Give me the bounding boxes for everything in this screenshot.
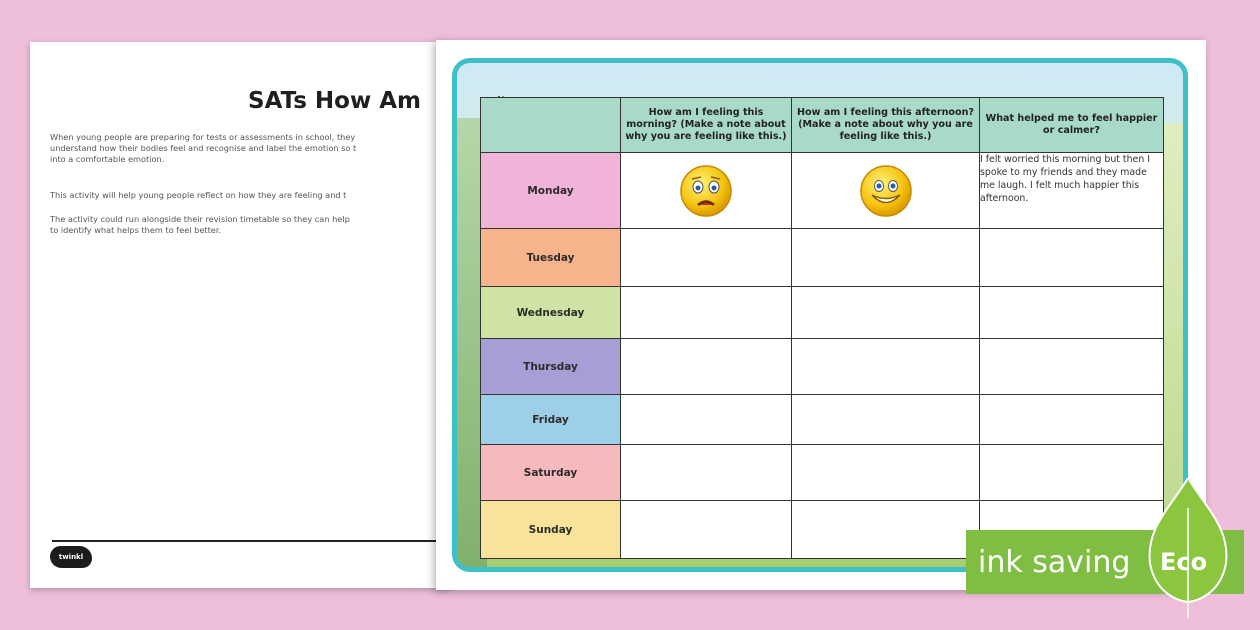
morning-cell[interactable] [621,229,792,287]
afternoon-cell[interactable] [792,229,980,287]
ink-saving-label: ink saving [978,544,1131,580]
activity-paragraph: This activity will help young people reflect on how they are feeling and t [50,190,347,200]
afternoon-cell[interactable] [792,445,980,501]
day-label-sunday: Sunday [481,501,621,559]
revision-paragraph: The activity could run alongside their revision timetable so they can help to identify what helps them to feel better. [50,214,350,235]
table-row [481,445,1164,501]
intro-paragraph: When young people are preparing for tests or assessments in school, they understand how their bodies feel and recognise and label the emotion so t into a comfortable emotion. [50,132,357,164]
morning-header: How am I feeling this morning? (Make a note about why you are feeling like this.) [621,98,792,153]
afternoon-header: How am I feeling this afternoon? (Make a note about why you are feeling like this.) [792,98,980,153]
helped-cell[interactable] [980,445,1164,501]
table-row [481,395,1164,445]
back-page [30,42,450,588]
morning-cell[interactable] [621,501,792,559]
day-label-saturday: Saturday [481,445,621,501]
morning-cell[interactable] [621,445,792,501]
day-label-tuesday: Tuesday [481,229,621,287]
helped-cell[interactable] [980,339,1164,395]
feelings-table [480,97,1164,559]
twinkl-logo: twinkl [50,546,92,568]
morning-cell[interactable] [621,287,792,339]
day-label-thursday: Thursday [481,339,621,395]
afternoon-cell[interactable] [792,395,980,445]
table-row [481,153,1164,229]
eco-label: Eco [1160,548,1208,576]
afternoon-cell[interactable] [792,339,980,395]
helped-cell[interactable] [980,395,1164,445]
table-row [481,339,1164,395]
helped-cell[interactable] [980,287,1164,339]
table-row [481,229,1164,287]
smiling-face-icon [859,164,913,218]
helped-header: What helped me to feel happier or calmer? [980,98,1164,153]
day-label-friday: Friday [481,395,621,445]
morning-cell[interactable] [621,395,792,445]
morning-cell[interactable] [621,153,792,229]
table-row [481,287,1164,339]
helped-cell[interactable] [980,229,1164,287]
afternoon-cell[interactable] [792,153,980,229]
morning-cell[interactable] [621,339,792,395]
day-label-monday: Monday [481,153,621,229]
worksheet-page [436,40,1206,590]
afternoon-cell[interactable] [792,287,980,339]
day-label-wednesday: Wednesday [481,287,621,339]
helped-note[interactable]: I felt worried this morning but then I spoke to my friends and they made me laugh. I felt much happier this afternoon. [980,153,1164,229]
afternoon-cell[interactable] [792,501,980,559]
footer-divider [52,540,450,542]
back-page-title: SATs How Am [248,88,421,114]
corner-header [481,98,621,153]
worried-face-icon [679,164,733,218]
